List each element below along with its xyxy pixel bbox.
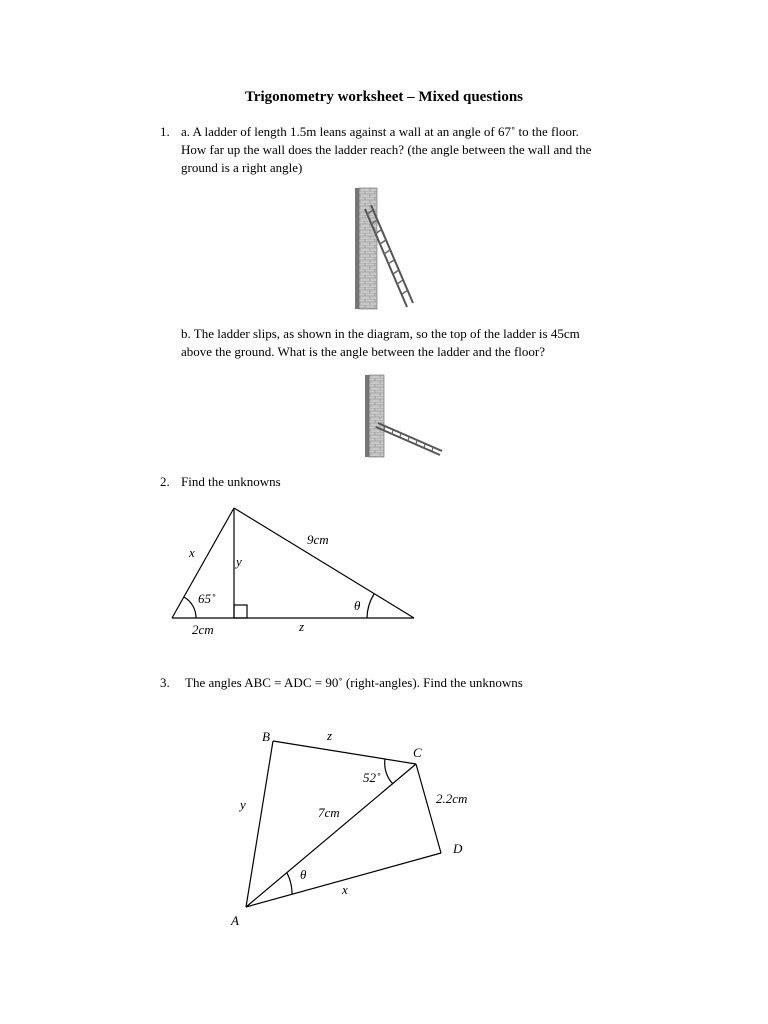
side-cd xyxy=(416,764,441,853)
label-theta: θ xyxy=(354,598,361,613)
q1b-line-1: b. The ladder slips, as shown in the diagram, so the top of the ladder is 45cm xyxy=(181,326,580,341)
label-x: x xyxy=(189,545,195,560)
label-c: C xyxy=(413,745,422,760)
label-9cm: 9cm xyxy=(307,532,329,547)
side-bc xyxy=(273,741,416,764)
q1-number: 1. xyxy=(160,124,170,139)
label-52-degrees: 52˚ xyxy=(363,770,381,785)
q3-text: The angles ABC = ADC = 90˚ (right-angles). Find the unknowns xyxy=(185,675,523,690)
q2-text: Find the unknowns xyxy=(181,474,281,489)
label-b: B xyxy=(262,729,270,744)
angle-arc-theta xyxy=(287,873,292,894)
q1a-line-1: a. A ladder of length 1.5m leans against a wall at an angle of 67˚ to the floor. xyxy=(181,124,579,139)
label-x: x xyxy=(342,882,348,897)
label-z: z xyxy=(299,619,305,634)
diagonal-ac xyxy=(246,764,416,907)
label-z: z xyxy=(327,728,333,743)
label-d: D xyxy=(453,841,463,856)
side-ab xyxy=(246,741,273,907)
q1a-line-3: ground is a right angle) xyxy=(181,160,303,175)
worksheet-title: Trigonometry worksheet – Mixed questions xyxy=(244,89,524,105)
q3-number: 3. xyxy=(160,675,170,690)
label-7cm: 7cm xyxy=(318,805,340,820)
side-da xyxy=(246,853,441,907)
label-y: y xyxy=(236,554,242,569)
label-2cm: 2cm xyxy=(192,622,214,637)
angle-arc-52 xyxy=(385,759,393,784)
label-65-degrees: 65˚ xyxy=(198,591,216,606)
label-a: A xyxy=(231,913,239,928)
q1b-line-2: above the ground. What is the angle between the ladder and the floor? xyxy=(181,344,545,359)
q2-number: 2. xyxy=(160,474,170,489)
label-2-2cm: 2.2cm xyxy=(436,791,468,806)
label-y: y xyxy=(240,797,246,812)
q1a-line-2: How far up the wall does the ladder reach? (the angle between the wall and the xyxy=(181,142,592,157)
label-theta: θ xyxy=(300,867,307,882)
